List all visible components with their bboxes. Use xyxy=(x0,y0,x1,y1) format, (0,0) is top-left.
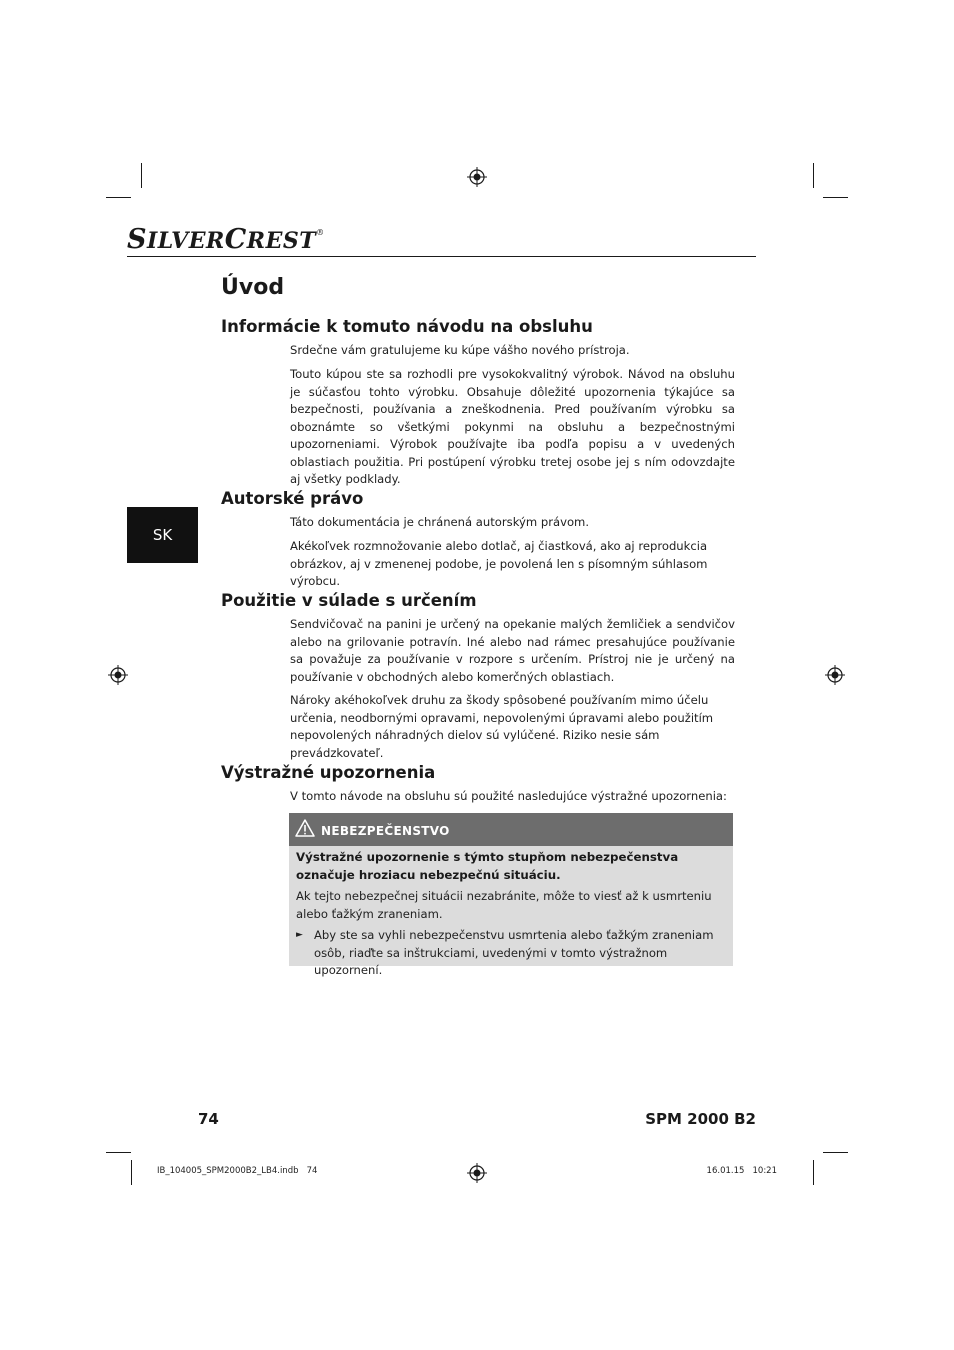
paragraph: Sendvičovač na panini je určený na opekanie malých žemličiek a sendvičov alebo na grilovanie potravín. Iné alebo nad rámec presahujúce používanie sa považuje za používanie v rozpore s určením. Prístroj nie je určený na používanie v obchodných alebo komerčných oblastiach. xyxy=(290,617,735,684)
registration-mark-icon xyxy=(108,665,128,685)
paragraph: V tomto návode na obsluhu sú použité nasledujúce výstražné upozornenia: xyxy=(290,789,727,803)
danger-warning-box xyxy=(289,813,733,977)
crop-mark xyxy=(106,197,131,198)
crop-mark xyxy=(813,1160,814,1185)
section-heading: Informácie k tomuto návodu na obsluhu xyxy=(221,317,593,336)
page-number: 74 xyxy=(198,1110,219,1128)
registration-mark-icon xyxy=(467,1163,487,1183)
model-number: SPM 2000 B2 xyxy=(645,1110,756,1128)
warning-triangle-icon xyxy=(295,819,315,837)
crop-mark xyxy=(823,197,848,198)
section-heading: Výstražné upozornenia xyxy=(221,763,436,782)
paragraph: Srdečne vám gratulujeme ku kúpe vášho nového prístroja. xyxy=(290,343,630,357)
brand-logo: SILVERCREST® xyxy=(127,224,325,255)
crop-mark xyxy=(823,1152,848,1153)
paragraph: Nároky akéhokoľvek druhu za škody spôsobené používaním mimo účelu určenia, neodbornými opravami, nepovolenými úpravami alebo použitím nepovolených náhradných dielov sú vylúčené. Riziko nesie sám prevádzkovateľ. xyxy=(290,693,714,760)
paragraph: Akékoľvek rozmnožovanie alebo dotlač, aj čiastková, ako aj reprodukcia obrázkov, aj v zmenenej podobe, je povolená len s písomným súhlasom výrobcu. xyxy=(290,539,708,588)
paragraph: Táto dokumentácia je chránená autorským právom. xyxy=(290,515,590,529)
page-title: Úvod xyxy=(221,275,285,300)
crop-mark xyxy=(813,163,814,188)
section-heading: Použitie v súlade s určením xyxy=(221,591,477,610)
warning-instruction: ► Aby ste sa vyhli nebezpečenstvu usmrtenia alebo ťažkým zraneniam osôb, riaďte sa inštrukciami, uvedenými v tomto výstražnom upozornení. xyxy=(296,928,714,977)
header-divider xyxy=(127,256,756,257)
warning-text: Ak tejto nebezpečnej situácii nezabránite, môže to viesť až k usmrteniu alebo ťažkým zraneniam. xyxy=(296,889,712,921)
print-slug-date: 16.01.15 10:21 xyxy=(706,1166,777,1176)
crop-mark xyxy=(131,1160,132,1185)
arrow-right-icon: ► xyxy=(296,930,303,940)
print-slug-file: IB_104005_SPM2000B2_LB4.indb 74 xyxy=(157,1166,318,1176)
registration-mark-icon xyxy=(467,167,487,187)
warning-header xyxy=(289,813,733,846)
crop-mark xyxy=(141,163,142,188)
language-tab: SK xyxy=(127,507,198,563)
warning-label: NEBEZPEČENSTVO xyxy=(321,824,450,838)
crop-mark xyxy=(106,1152,131,1153)
paragraph: Touto kúpou ste sa rozhodli pre vysokokvalitný výrobok. Návod na obsluhu je súčasťou tohto výrobku. Obsahuje dôležité upozornenia týkajúce sa bezpečnosti, používania a zneškodnenia. Pred používaním výrobku sa oboznámte so všetkými pokynmi na obsluhu a bezpečnostnými upozorneniami. Výrobok používajte iba podľa popisu a v uvedených oblastiach použitia. Pri postúpení výrobku tretej osobe jej s ním odovzdajte aj všetky podklady. xyxy=(290,367,735,486)
registration-mark-icon xyxy=(825,665,845,685)
section-heading: Autorské právo xyxy=(221,489,364,508)
warning-summary: Výstražné upozornenie s týmto stupňom nebezpečenstva označuje hroziacu nebezpečnú situáciu. xyxy=(296,850,679,882)
